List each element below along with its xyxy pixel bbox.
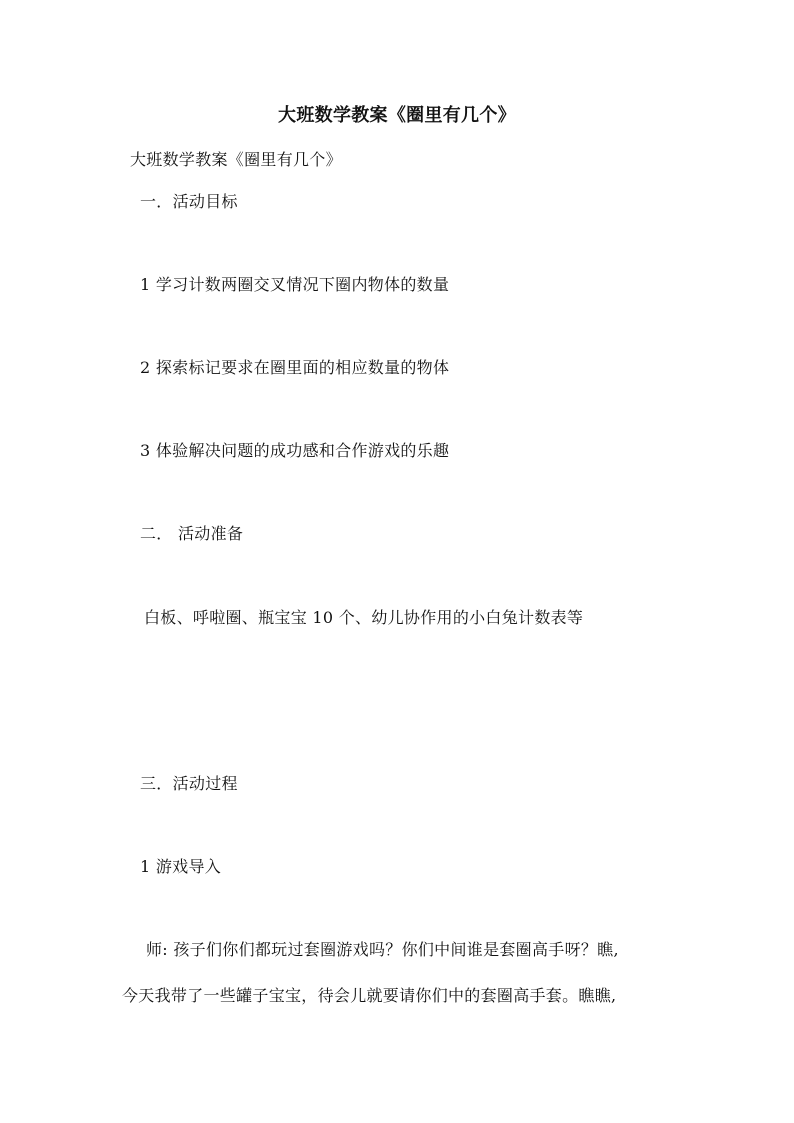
goal-item-1: 1 学习计数两圈交叉情况下圈内物体的数量 (140, 275, 450, 294)
preparation-text: 白板、呼啦圈、瓶宝宝 10 个、幼儿协作用的小白兔计数表等 (144, 608, 584, 627)
paragraph-line-2: 今天我带了一些罐子宝宝，待会儿就要请你们中的套圈高手套。瞧瞧, (122, 986, 617, 1005)
step-heading-1: 1 游戏导入 (140, 857, 222, 876)
document-subtitle: 大班数学教案《圈里有几个》 (130, 150, 342, 169)
paragraph-line-1: 师: 孩子们你们都玩过套圈游戏吗？你们中间谁是套圈高手呀？瞧, (146, 940, 619, 959)
section-heading-goals: 一．活动目标 (140, 192, 238, 211)
section-heading-preparation: 二． 活动准备 (140, 524, 244, 543)
goal-item-3: 3 体验解决问题的成功感和合作游戏的乐趣 (140, 441, 450, 460)
goal-item-2: 2 探索标记要求在圈里面的相应数量的物体 (140, 358, 450, 377)
document-title: 大班数学教案《圈里有几个》 (278, 105, 516, 126)
section-heading-process: 三．活动过程 (140, 774, 238, 793)
